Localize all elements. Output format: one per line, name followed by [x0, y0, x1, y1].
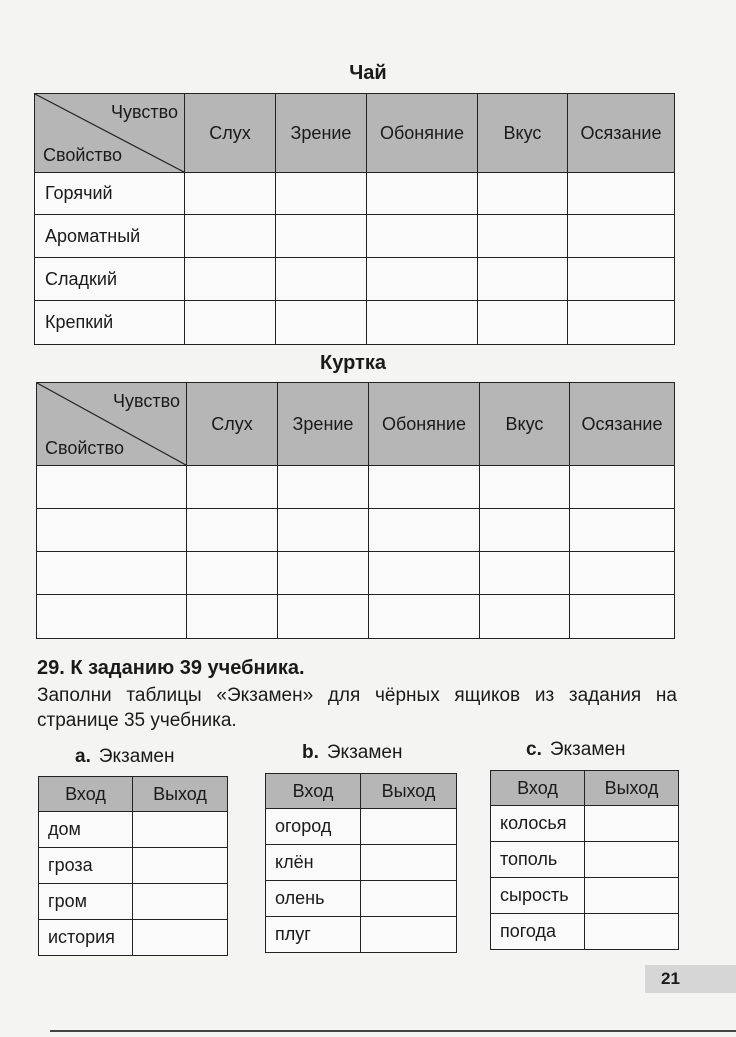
answer-cell[interactable] [480, 509, 570, 552]
table-row [35, 258, 675, 301]
column-header-output: Выход [133, 777, 228, 812]
input-word: дом [39, 812, 133, 848]
jacket-table-title: Куртка [320, 352, 386, 374]
tea-property-label: Сладкий [35, 258, 185, 301]
answer-cell[interactable] [480, 552, 570, 595]
answer-cell[interactable] [478, 215, 568, 258]
task-instructions: Заполни таблицы «Экзамен» для чёрных ящиков из задания на странице 35 учебника. [37, 685, 677, 731]
answer-cell[interactable] [278, 595, 369, 639]
tea-property-label: Горячий [35, 173, 185, 215]
table-row [266, 917, 457, 953]
page-bottom-rule [50, 1030, 736, 1032]
table-row [266, 845, 457, 881]
output-answer-cell[interactable] [133, 812, 228, 848]
exam-b-table [265, 773, 457, 953]
tea-property-label: Крепкий [35, 301, 185, 345]
input-word: гром [39, 884, 133, 920]
answer-cell[interactable] [187, 595, 278, 639]
input-word: клён [266, 845, 361, 881]
jacket-header-sense: Вкус [480, 383, 570, 466]
answer-cell[interactable] [276, 258, 367, 301]
answer-cell[interactable] [478, 258, 568, 301]
page-number: 21 [645, 965, 736, 993]
table-row [35, 301, 675, 345]
exam-title: Экзамен [326, 742, 403, 763]
answer-cell[interactable] [369, 595, 480, 639]
column-header-output: Выход [585, 771, 679, 806]
answer-cell[interactable] [367, 215, 478, 258]
answer-cell[interactable] [278, 509, 369, 552]
answer-cell[interactable] [276, 173, 367, 215]
output-answer-cell[interactable] [585, 806, 679, 842]
jacket-corner-sense-label: Чувство [113, 391, 180, 411]
answer-cell[interactable] [570, 509, 675, 552]
answer-cell[interactable] [480, 466, 570, 509]
answer-cell[interactable] [480, 595, 570, 639]
table-row [266, 809, 457, 845]
tea-header-sense: Слух [185, 94, 276, 173]
input-word: плуг [266, 917, 361, 953]
input-word: погода [491, 914, 585, 950]
input-word: тополь [491, 842, 585, 878]
table-row [37, 466, 675, 509]
table-row [39, 812, 228, 848]
output-answer-cell[interactable] [585, 842, 679, 878]
tea-corner-header [35, 94, 185, 173]
input-word: история [39, 920, 133, 956]
answer-cell[interactable] [568, 215, 675, 258]
tea-table [34, 93, 675, 345]
table-row [35, 173, 675, 215]
tea-header-sense: Осязание [568, 94, 675, 173]
input-word: сырость [491, 878, 585, 914]
output-answer-cell[interactable] [133, 920, 228, 956]
answer-cell[interactable] [568, 301, 675, 345]
jacket-table [36, 382, 675, 639]
answer-cell[interactable] [276, 215, 367, 258]
jacket-header-sense: Обоняние [369, 383, 480, 466]
property-input-cell[interactable] [37, 552, 187, 595]
output-answer-cell[interactable] [133, 884, 228, 920]
answer-cell[interactable] [369, 466, 480, 509]
exam-title: Экзамен [549, 739, 626, 760]
answer-cell[interactable] [369, 509, 480, 552]
answer-cell[interactable] [478, 173, 568, 215]
input-word: колосья [491, 806, 585, 842]
column-header-output: Выход [361, 774, 457, 809]
answer-cell[interactable] [570, 552, 675, 595]
tea-header-sense: Вкус [478, 94, 568, 173]
exam-a-label [75, 746, 174, 768]
table-row [37, 552, 675, 595]
input-word: гроза [39, 848, 133, 884]
answer-cell[interactable] [278, 466, 369, 509]
table-row [35, 215, 675, 258]
property-input-cell[interactable] [37, 466, 187, 509]
exam-letter: a. [75, 746, 91, 767]
answer-cell[interactable] [570, 595, 675, 639]
tea-table-title: Чай [349, 62, 387, 84]
answer-cell[interactable] [570, 466, 675, 509]
output-answer-cell[interactable] [585, 878, 679, 914]
exam-b-label [302, 742, 402, 764]
tea-corner-sense-label: Чувство [111, 102, 178, 122]
table-row [491, 878, 679, 914]
jacket-header-sense: Слух [187, 383, 278, 466]
answer-cell[interactable] [278, 552, 369, 595]
column-header-input: Вход [491, 771, 585, 806]
output-answer-cell[interactable] [361, 881, 457, 917]
table-row [491, 914, 679, 950]
table-row [491, 806, 679, 842]
answer-cell[interactable] [187, 466, 278, 509]
table-row [37, 509, 675, 552]
tea-header-sense: Обоняние [367, 94, 478, 173]
answer-cell[interactable] [187, 509, 278, 552]
answer-cell[interactable] [367, 301, 478, 345]
table-row [266, 881, 457, 917]
answer-cell[interactable] [185, 173, 276, 215]
input-word: огород [266, 809, 361, 845]
table-row [39, 920, 228, 956]
tea-header-sense: Зрение [276, 94, 367, 173]
table-row [491, 842, 679, 878]
answer-cell[interactable] [185, 258, 276, 301]
answer-cell[interactable] [367, 173, 478, 215]
answer-cell[interactable] [276, 301, 367, 345]
output-answer-cell[interactable] [361, 845, 457, 881]
answer-cell[interactable] [568, 173, 675, 215]
exam-letter: b. [302, 742, 319, 763]
jacket-header-sense: Зрение [278, 383, 369, 466]
column-header-input: Вход [39, 777, 133, 812]
exam-c-table [490, 770, 679, 950]
property-input-cell[interactable] [37, 509, 187, 552]
column-header-input: Вход [266, 774, 361, 809]
answer-cell[interactable] [185, 301, 276, 345]
table-row [37, 595, 675, 639]
exam-c-label [526, 739, 625, 761]
output-answer-cell[interactable] [361, 809, 457, 845]
output-answer-cell[interactable] [133, 848, 228, 884]
tea-property-label: Ароматный [35, 215, 185, 258]
answer-cell[interactable] [185, 215, 276, 258]
answer-cell[interactable] [367, 258, 478, 301]
answer-cell[interactable] [568, 258, 675, 301]
jacket-corner-header [37, 383, 187, 466]
exam-a-table [38, 776, 228, 956]
table-row [39, 884, 228, 920]
input-word: олень [266, 881, 361, 917]
exam-letter: c. [526, 739, 542, 760]
answer-cell[interactable] [369, 552, 480, 595]
property-input-cell[interactable] [37, 595, 187, 639]
jacket-header-sense: Осязание [570, 383, 675, 466]
output-answer-cell[interactable] [585, 914, 679, 950]
table-row [39, 848, 228, 884]
exam-title: Экзамен [98, 746, 175, 767]
answer-cell[interactable] [478, 301, 568, 345]
tea-corner-property-label: Свойство [43, 145, 123, 165]
task-heading: 29. К заданию 39 учебника. [37, 657, 305, 679]
jacket-corner-property-label: Свойство [45, 438, 125, 458]
output-answer-cell[interactable] [361, 917, 457, 953]
answer-cell[interactable] [187, 552, 278, 595]
